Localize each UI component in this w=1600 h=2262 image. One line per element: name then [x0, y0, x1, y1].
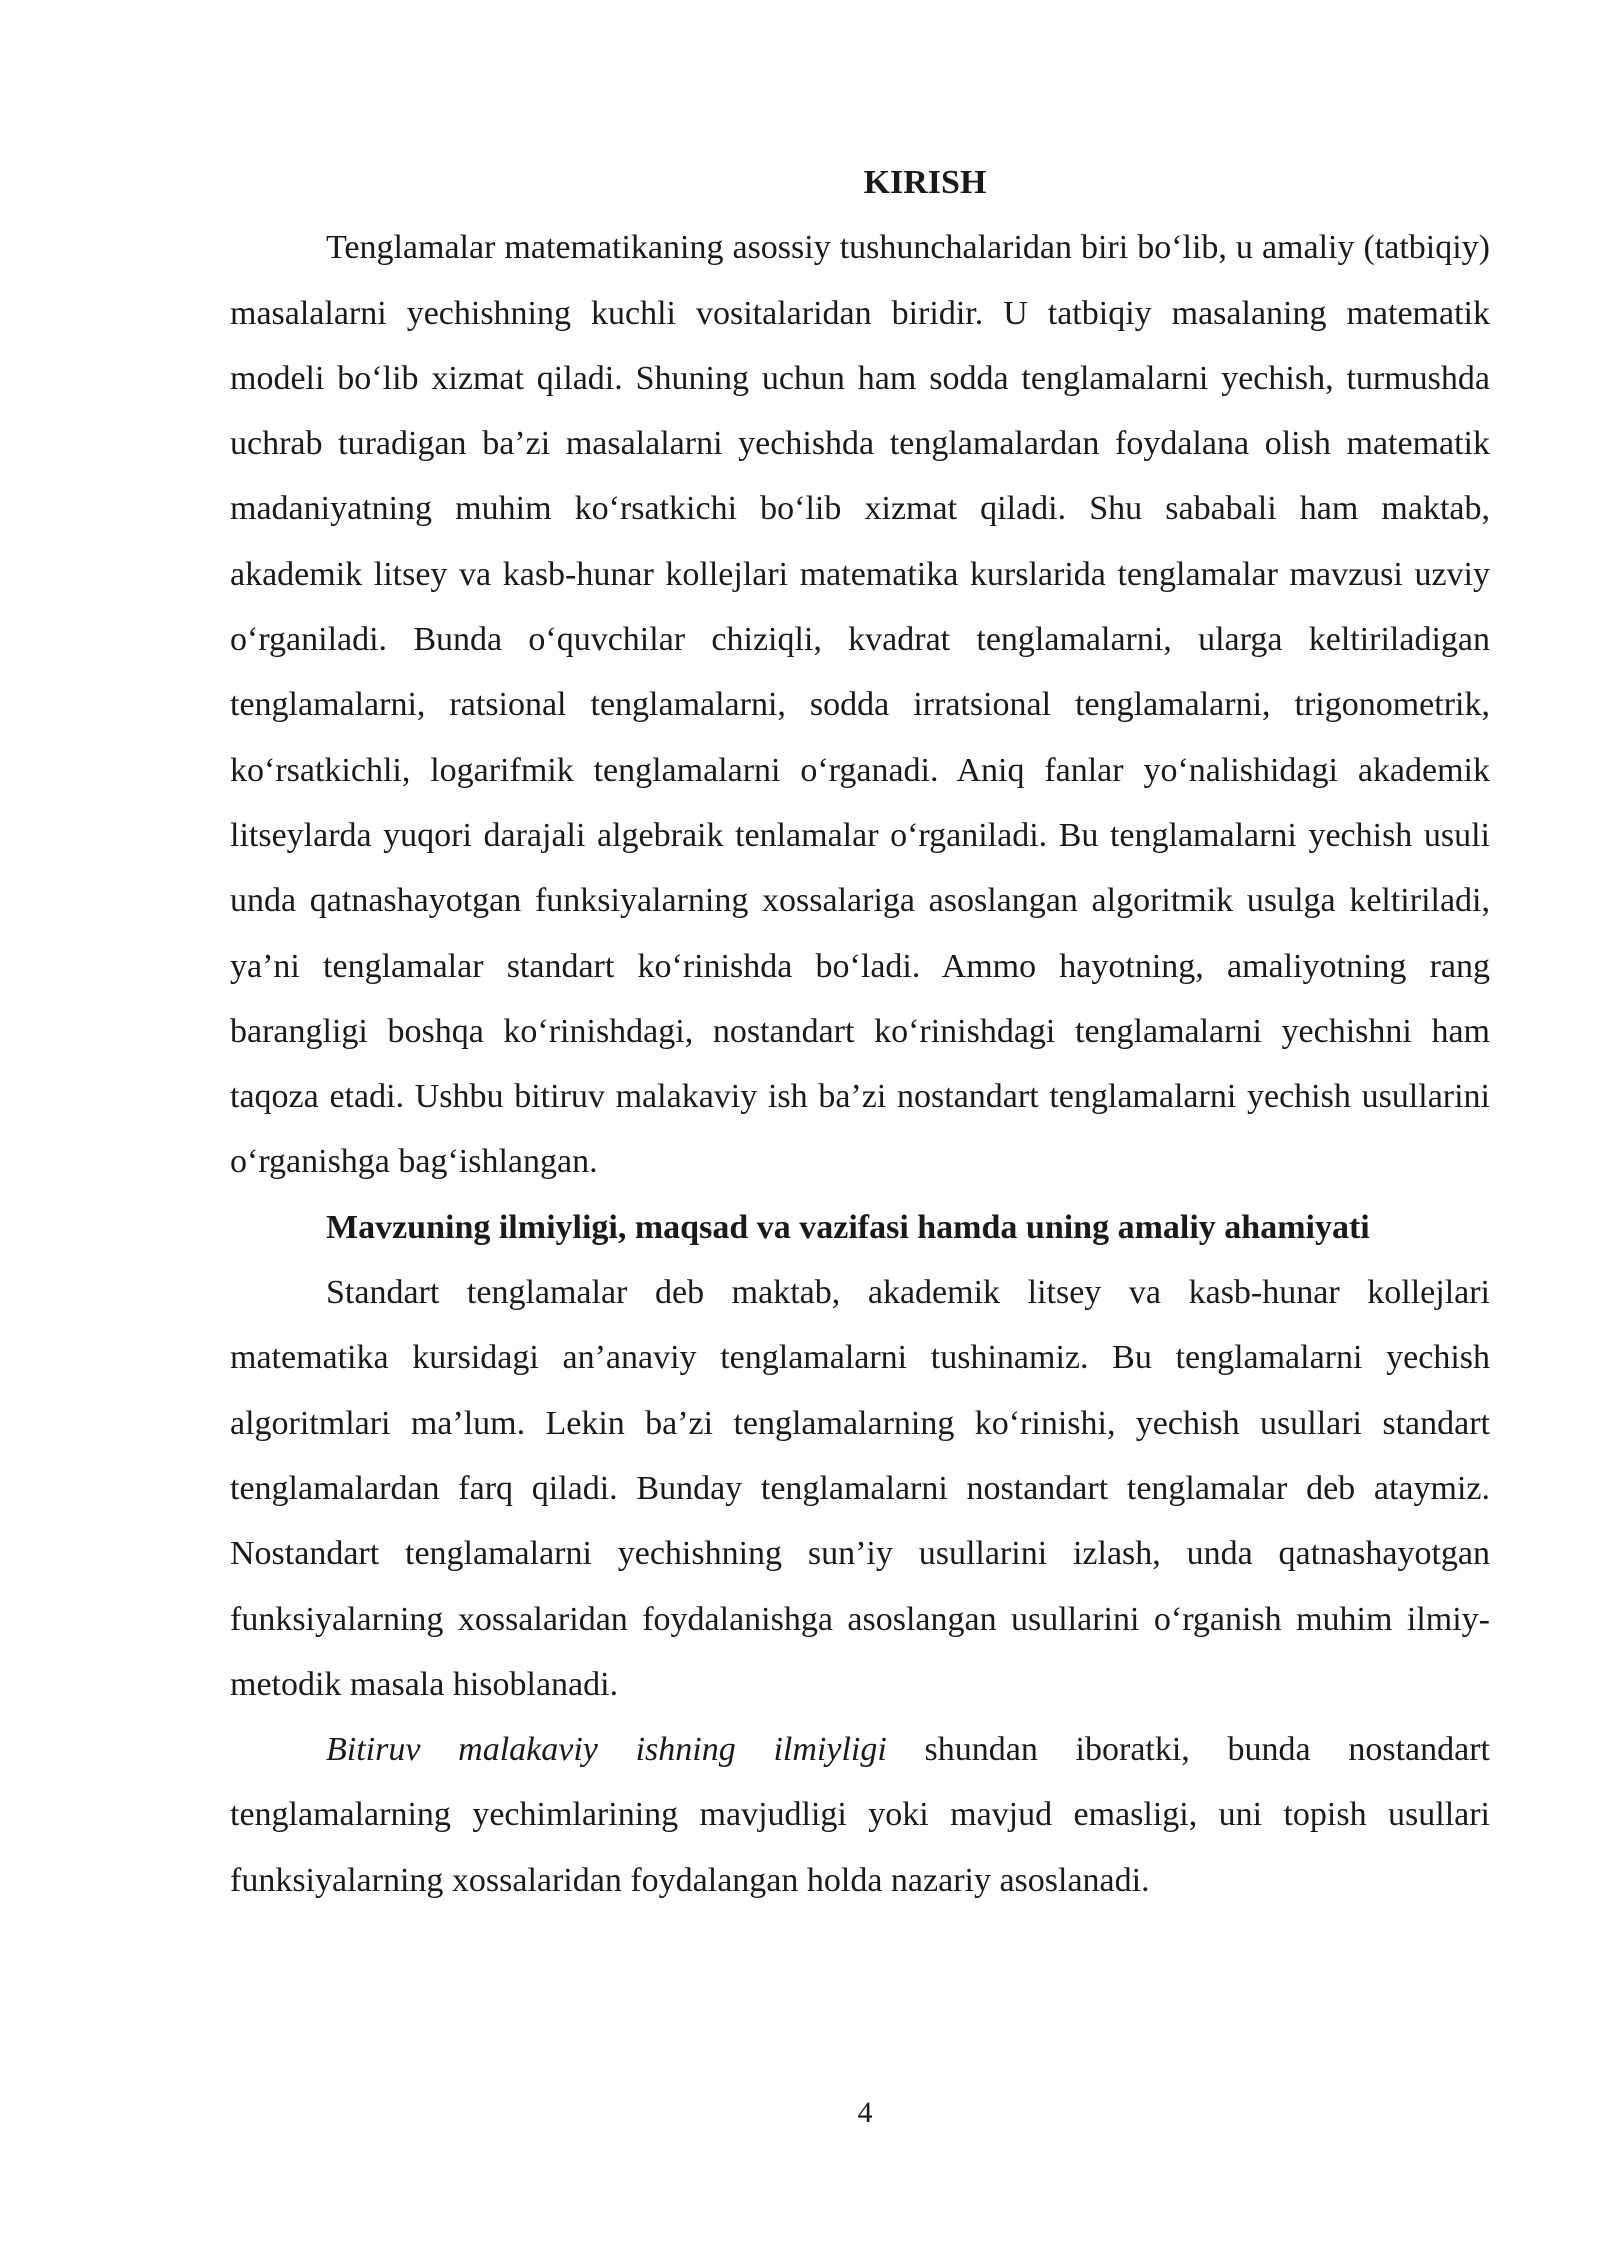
intro-paragraph: Tenglamalar matematikaning asossiy tushunchalaridan biri bo‘lib, u amaliy (tatbiqiy) masalalarni yechishning kuchli vositalaridan biridir. U tatbiqiy masalaning matematik modeli bo‘lib xizmat qiladi. Shuning uchun ham sodda tenglamalarni yechish, turmushda uchrab turadigan ba’zi masalalarni yechishda tenglamalardan foydalana olish matematik madaniyatning muhim ko‘rsatkichi bo‘lib xizmat qiladi. Shu sababali ham maktab, akademik litsey va kasb-hunar kollejlari matematika kurslarida tenglamalar mavzusi uzviy o‘rganiladi. Bunda o‘quvchilar chiziqli, kvadrat tenglamalarni, ularga keltiriladigan tenglamalarni, ratsional tenglamalarni, sodda irratsional tenglamalarni, trigonometrik, ko‘rsatkichli, logarifmik tenglamalarni o‘rganadi. Aniq fanlar yo‘nalishidagi akademik litseylarda yuqori darajali algebraik tenlamalar o‘rganiladi. Bu tenglamalarni yechish usuli unda qatnashayotgan funksiyalarning xossalariga asoslangan algoritmik usulga keltiriladi, ya’ni tenglamalar standart ko‘rinishda bo‘ladi. Ammo hayotning, amaliyotning rang barangligi boshqa ko‘rinishdagi, nostandart ko‘rinishdagi tenglamalarni yechishni ham taqoza etadi. Ushbu bitiruv malakaviy ish ba’zi nostandart tenglamalarni yechish usullarini o‘rganishga bag‘ishlangan.: [230, 229, 1490, 1181]
paragraph-continuation: shundan iboratki, bunda nostandart tenglamalarning yechimlarining mavjudligi yoki mavjud emasligi, uni topish usullari funksiyalarning xossalaridan foydalangan holda nazariy asoslanadi.: [230, 1731, 1490, 1899]
page-title: KIRISH: [863, 164, 987, 201]
section-subheading: Mavzuning ilmiyligi, maqsad va vazifasi hamda uning amaliy ahamiyati: [326, 1208, 1370, 1246]
italic-lead-phrase: Bitiruv malakaviy ishning ilmiyligi: [326, 1731, 887, 1769]
scientific-significance-paragraph: [230, 1717, 1490, 1913]
page-number: 4: [857, 2096, 873, 2129]
page-content: [230, 150, 1490, 1913]
standard-equations-paragraph: Standart tenglamalar deb maktab, akademik litsey va kasb-hunar kollejlari matematika kursidagi an’anaviy tenglamalarni tushinamiz. Bu tenglamalarni yechish algoritmlari ma’lum. Lekin ba’zi tenglamalarning ko‘rinishi, yechish usullari standart tenglamalardan farq qiladi. Bunday tenglamalarni nostandart tenglamalar deb ataymiz. Nostandart tenglamalarni yechishning sun’iy usullarini izlash, unda qatnashayotgan funksiyalarning xossalaridan foydalanishga asoslangan usullarini o‘rganish muhim ilmiy-metodik masala hisoblanadi.: [230, 1274, 1490, 1703]
